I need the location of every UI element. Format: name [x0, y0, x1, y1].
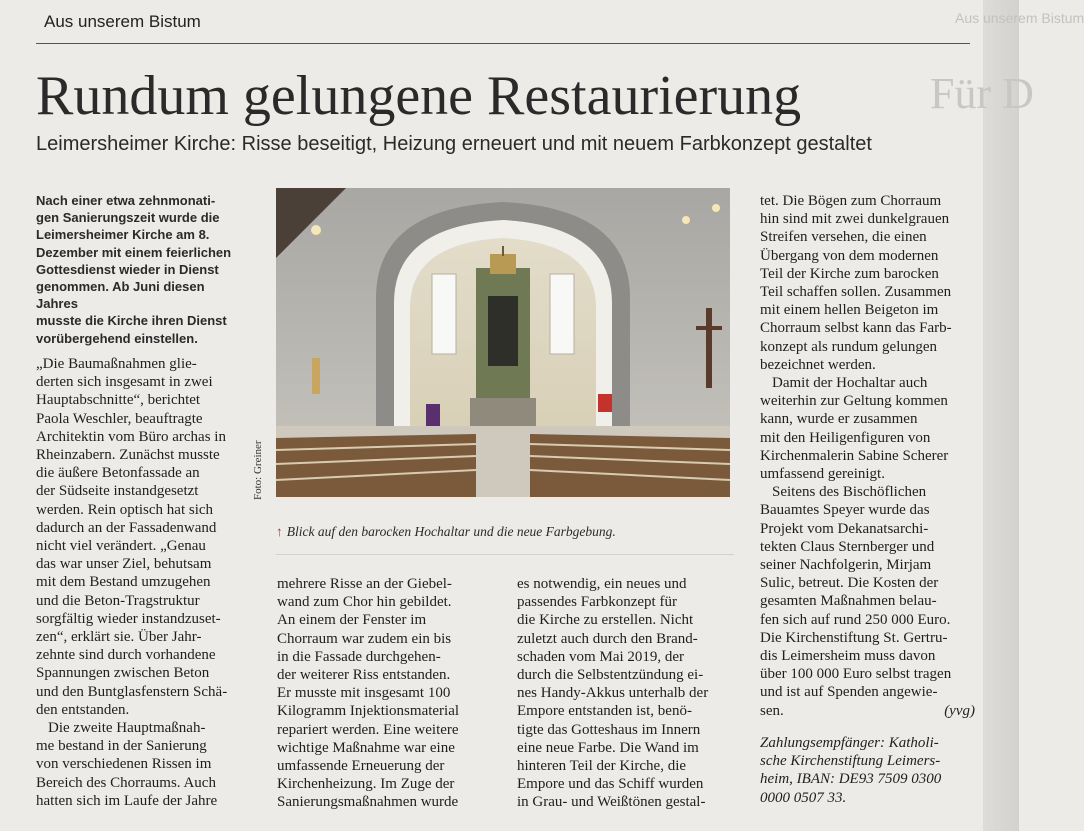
text-line: das war unser Ziel, behutsam — [36, 556, 212, 573]
text-line: fen sich auf rund 250 000 Euro. — [760, 611, 951, 628]
text-line: Sulic, betreut. Die Kosten der — [760, 575, 939, 592]
text-line: mit einem hellen Beigeton im — [760, 302, 939, 319]
bank-info-line: heim, IBAN: DE93 7509 0300 — [760, 771, 942, 788]
author-initials: (yvg) — [944, 702, 975, 719]
text-line: bezeichnet werden. — [760, 356, 876, 373]
text-line: werden. Rein optisch hat sich — [36, 501, 214, 518]
lead-line: musste die Kirche ihren Dienst — [36, 313, 227, 329]
article-headline: Rundum gelungene Restaurierung — [36, 65, 802, 127]
caption-text: Blick auf den barocken Hochaltar und die neue Farbgebung. — [286, 524, 616, 539]
photo-caption — [276, 524, 736, 540]
caption-divider — [276, 554, 734, 555]
text-line: der Südseite instandgesetzt — [36, 483, 199, 500]
church-interior-photo — [276, 188, 730, 497]
text-line: Kilogramm Injektionsmaterial — [277, 703, 460, 720]
text-line: hatten sich im Laufe der Jahre — [36, 792, 218, 809]
text-line: schaden vom Mai 2019, der — [517, 648, 685, 665]
body-column-4 — [760, 192, 975, 807]
text-line: und ist auf Spenden angewie- — [760, 684, 938, 701]
text-line: dadurch an der Fassadenwand — [36, 519, 217, 536]
text-line: Bereich des Chorraums. Auch — [36, 774, 216, 791]
text-line: mehrere Risse an der Giebel- — [277, 576, 452, 592]
text-line: eine neue Farbe. Die Wand im — [517, 739, 699, 756]
church-interior-illustration — [276, 188, 730, 497]
article-subheadline: Leimersheimer Kirche: Risse beseitigt, Heizung erneuert und mit neuem Farbkonzept gestaltet — [36, 133, 872, 155]
text-line: Sanierungsmaßnahmen wurde — [277, 794, 459, 811]
text-line: wichtige Maßnahme war eine — [277, 739, 455, 756]
lead-line: Dezember mit einem feierlichen — [36, 244, 232, 260]
text-line: zen“, erklärt sie. Über Jahr- — [36, 629, 202, 646]
text-line: Hauptabschnitte“, berichtet — [36, 392, 201, 409]
text-line: durch die Selbstentzündung ei- — [517, 667, 704, 684]
bank-info-line: Zahlungsempfänger: Katholi- — [760, 734, 939, 751]
text-line: tet. Die Bögen zum Chorraum — [760, 193, 942, 209]
text-line: über 100 000 Euro selbst tragen — [760, 666, 952, 683]
text-line: passendes Farbkonzept für — [517, 594, 677, 611]
text-line: „Die Baumaßnahmen glie- — [36, 356, 197, 372]
text-line: umfassend gereinigt. — [760, 466, 885, 483]
text-line: den entstanden. — [36, 701, 130, 718]
lead-line: Gottesdienst wieder in Dienst — [36, 261, 219, 277]
text-line: Spannungen zwischen Beton — [36, 665, 210, 682]
header-rule — [36, 43, 970, 44]
text-line: me bestand in der Sanierung — [36, 738, 207, 755]
text-line: in die Fassade durchgehen- — [277, 648, 441, 665]
text-line: Streifen versehen, die einen — [760, 229, 927, 246]
text-line: Rheinzabern. Zunächst musste — [36, 447, 220, 464]
text-line: seiner Nachfolgerin, Mirjam — [760, 557, 932, 574]
text-line: tekten Claus Sternberger und — [760, 538, 935, 555]
text-line: Teil der Kirche zum barocken — [760, 265, 939, 282]
text-line: konzept als rundum gelungen — [760, 338, 938, 355]
text-line: zehnte sind durch vorhandene — [36, 647, 216, 664]
text-line: es notwendig, ein neues und — [517, 576, 687, 592]
text-line: Chorraum war zudem ein bis — [277, 630, 452, 647]
text-line: sen. — [760, 702, 784, 719]
text-line: Projekt vom Dekanatsarchi- — [760, 520, 929, 537]
text-line: Teil schaffen sollen. Zusammen — [760, 284, 952, 301]
text-line: mit dem Bestand umzugehen — [36, 574, 211, 591]
lead-line: Nach einer etwa zehnmonati- — [36, 193, 216, 208]
body-column-2 — [277, 575, 492, 812]
lead-line: gen Sanierungszeit wurde die — [36, 210, 220, 226]
text-line: nicht viel verändert. „Genau — [36, 538, 206, 555]
photo-credit-text: Foto: Greiner — [252, 440, 264, 500]
text-line: zuletzt auch durch den Brand- — [517, 630, 698, 647]
text-line: derten sich insgesamt in zwei — [36, 374, 213, 391]
text-line: An einem der Fenster im — [277, 612, 427, 629]
arrow-up-icon: ↑ — [276, 524, 283, 539]
text-line: und die Beton-Tragstruktur — [36, 592, 200, 609]
text-line: Paola Weschler, beauftragte — [36, 410, 203, 427]
text-line: und den Buntglasfenstern Schä- — [36, 683, 228, 700]
lead-paragraph — [36, 192, 248, 347]
lead-line: vorübergehend einstellen. — [36, 330, 198, 346]
text-line: Damit der Hochaltar auch — [772, 375, 928, 392]
text-line: Seitens des Bischöflichen — [772, 484, 927, 501]
bleed-through-headline: Für D — [930, 69, 1034, 118]
text-line: hin sind mit zwei dunkelgrauen — [760, 211, 950, 228]
text-line: repariert werden. Eine weitere — [277, 721, 459, 738]
text-line: Architektin vom Büro archas in — [36, 428, 226, 445]
text-line: Kirchenheizung. Im Zuge der — [277, 776, 455, 793]
text-line: gesamten Maßnahmen belau- — [760, 593, 937, 610]
text-line: der weiterer Riss entstanden. — [277, 667, 451, 684]
section-rubric: Aus unserem Bistum — [44, 12, 201, 31]
text-line: Die zweite Hauptmaßnah- — [48, 720, 206, 737]
text-line: tigte das Gotteshaus im Innern — [517, 721, 701, 738]
text-line: Empore entstanden ist, benö- — [517, 703, 692, 720]
text-line: hinteren Teil der Kirche, die — [517, 758, 687, 775]
text-line: von verschiedenen Rissen im — [36, 756, 212, 773]
text-line: Empore und das Schiff wurden — [517, 776, 704, 793]
text-line: Bauamtes Speyer wurde das — [760, 502, 930, 519]
body-column-3 — [517, 575, 739, 812]
text-line: sorgfältig wieder instandzuset- — [36, 610, 221, 627]
text-line: Übergang von dem modernen — [760, 247, 939, 264]
body-column-1 — [36, 355, 250, 810]
text-line: mit den Heiligenfiguren von — [760, 429, 931, 446]
bleed-through-rubric: Aus unserem Bistum — [955, 10, 1084, 26]
text-line: in Grau- und Weißtönen gestal- — [517, 794, 706, 811]
text-line: kann, wurde er zusammen — [760, 411, 918, 428]
text-line: die Kirche zu erstellen. Nicht — [517, 612, 694, 629]
text-line: umfassende Erneuerung der — [277, 758, 445, 775]
text-line: Kirchenmalerin Sabine Scherer — [760, 447, 949, 464]
bank-info-line: 0000 0507 33. — [760, 789, 847, 806]
text-line: wand zum Chor hin gebildet. — [277, 594, 452, 611]
text-line: nes Handy-Akkus unterhalb der — [517, 685, 709, 702]
text-line: weiterhin zur Geltung kommen — [760, 393, 948, 410]
text-line: Chorraum selbst kann das Farb- — [760, 320, 952, 337]
signature-line — [760, 702, 975, 720]
text-line: dis Leimersheim muss davon — [760, 648, 936, 665]
lead-line: genommen. Ab Juni diesen Jahres — [36, 279, 205, 312]
bank-info-line: sche Kirchenstiftung Leimers- — [760, 753, 941, 770]
lead-line: Leimersheimer Kirche am 8. — [36, 227, 210, 243]
text-line: Die Kirchenstiftung St. Gertru- — [760, 629, 948, 646]
paper-edge — [983, 0, 1019, 831]
text-line: Er musste mit insgesamt 100 — [277, 685, 451, 702]
text-line: die äußere Betonfassade an — [36, 465, 200, 482]
